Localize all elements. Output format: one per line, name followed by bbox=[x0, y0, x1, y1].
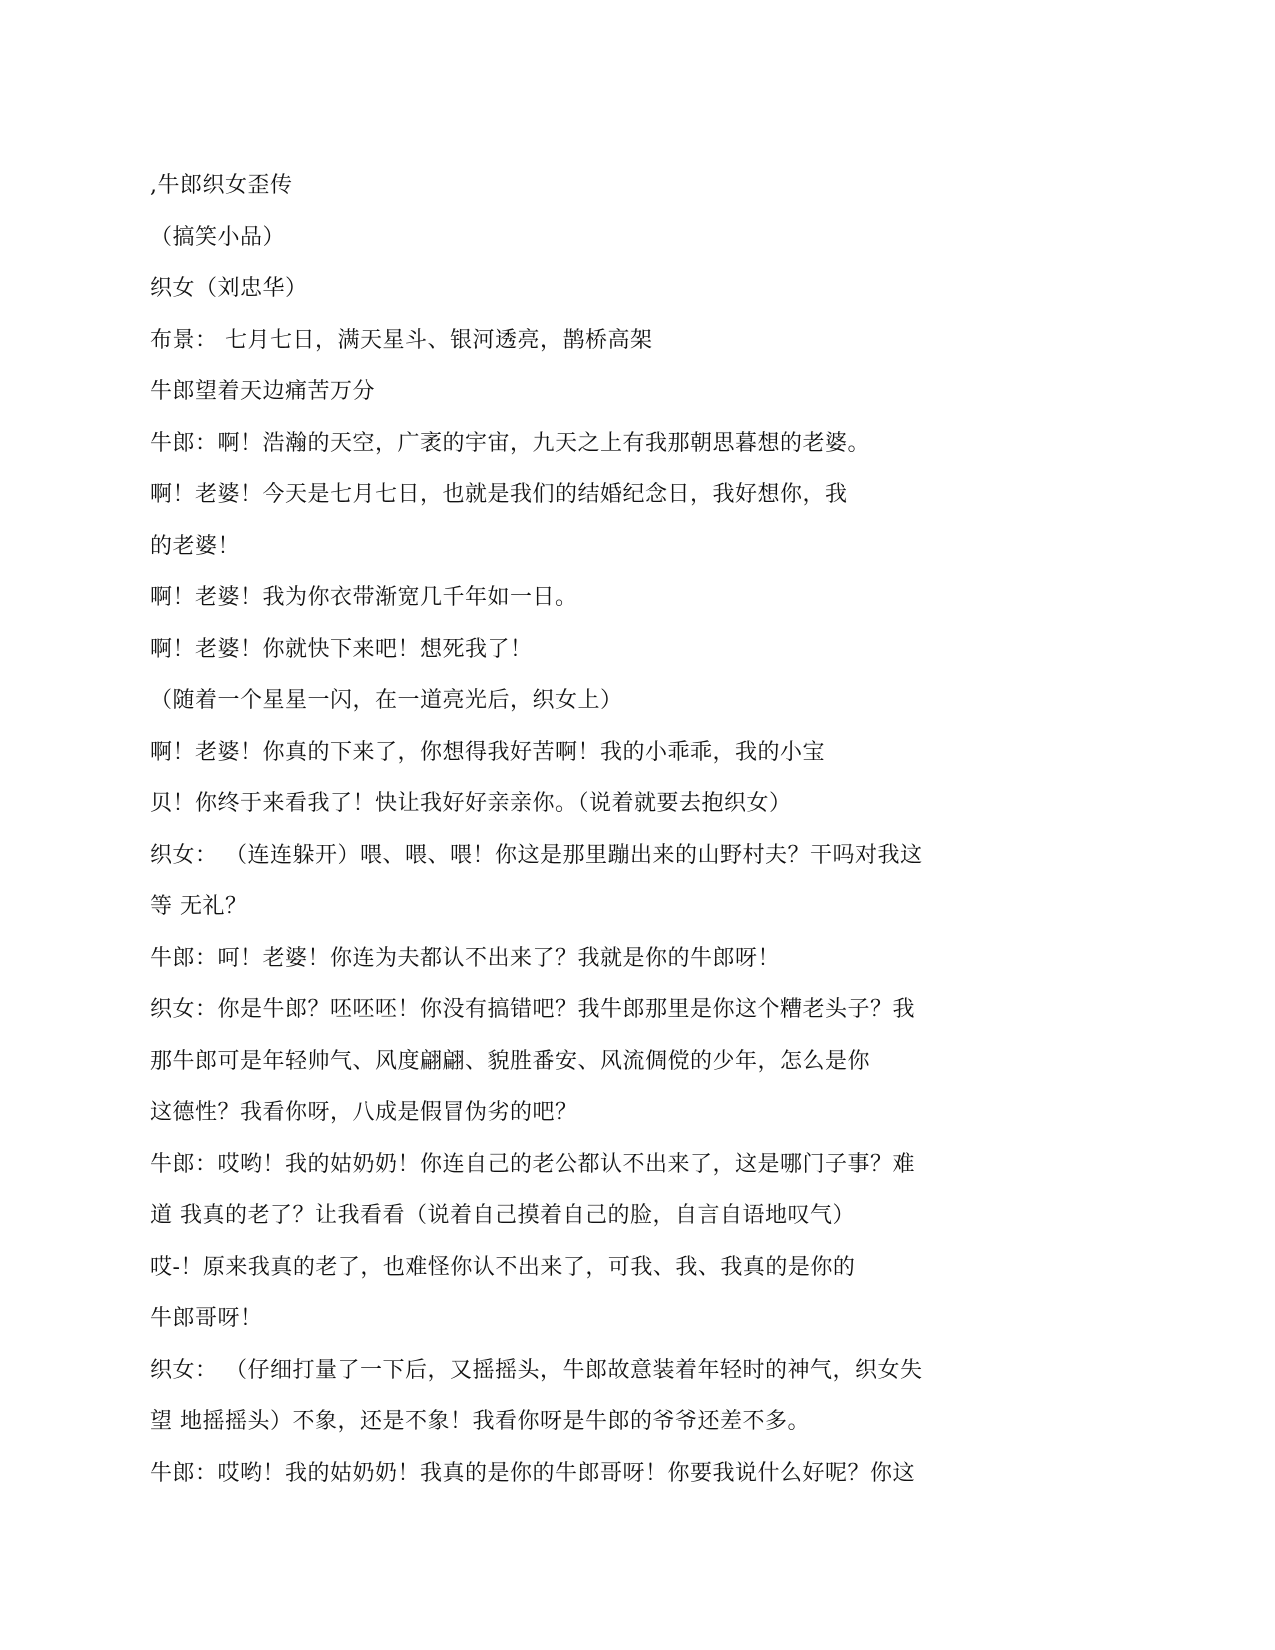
dialogue-line: 牛郎：呵！老婆！你连为夫都认不出来了？我就是你的牛郎呀！ bbox=[150, 945, 781, 971]
dialogue-line: 那牛郎可是年轻帅气、风度翩翩、貌胜番安、风流倜傥的少年，怎么是你 bbox=[150, 1048, 871, 1074]
dialogue-line: 等 无礼？ bbox=[150, 894, 248, 919]
dialogue-line: 啊！老婆！你真的下来了，你想得我好苦啊！我的小乖乖，我的小宝 bbox=[150, 739, 826, 765]
script-text bbox=[150, 160, 1010, 1499]
setting-line: 布景： 七月七日，满天星斗、银河透亮，鹊桥高架 bbox=[150, 327, 653, 353]
dialogue-line: 牛郎哥呀！ bbox=[150, 1306, 263, 1331]
dialogue-line: 织女： （仔细打量了一下后，又摇摇头，牛郎故意装着年轻时的神气，织女失 bbox=[150, 1357, 923, 1383]
dialogue-line: 织女： （连连躲开）喂、喂、喂！你这是那里蹦出来的山野村夫？干吗对我这 bbox=[150, 842, 923, 868]
dialogue-line: 贝！你终于来看我了！快让我好好亲亲你。（说着就要去抱织女） bbox=[150, 791, 792, 816]
dialogue-line: 望 地摇摇头）不象，还是不象！我看你呀是牛郎的爷爷还差不多。 bbox=[150, 1409, 810, 1434]
dialogue-line: 哎-！原来我真的老了，也难怪你认不出来了，可我、我、我真的是你的 bbox=[150, 1254, 856, 1280]
subtitle-line: （搞笑小品） bbox=[150, 224, 286, 250]
dialogue-line: 织女：你是牛郎？呸呸呸！你没有搞错吧？我牛郎那里是你这个糟老头子？我 bbox=[150, 997, 916, 1022]
dialogue-line: 的老婆！ bbox=[150, 533, 241, 559]
dialogue-line: 道 我真的老了？让我看看（说着自己摸着自己的脸，自言自语地叹气） bbox=[150, 1203, 855, 1228]
dialogue-line: 这德性？我看你呀，八成是假冒伪劣的吧？ bbox=[150, 1100, 578, 1125]
dialogue-line: 牛郎：哎哟！我的姑奶奶！你连自己的老公都认不出来了，这是哪门子事？难 bbox=[150, 1151, 916, 1177]
dialogue-line: 啊！老婆！我为你衣带渐宽几千年如一日。 bbox=[150, 585, 578, 610]
stage-direction-line: （随着一个星星一闪，在一道亮光后，织女上） bbox=[150, 688, 623, 713]
cast-line: 织女（刘忠华） bbox=[150, 276, 308, 301]
stage-direction-line: 牛郎望着天边痛苦万分 bbox=[150, 379, 376, 404]
title-line: ,牛郎织女歪传 bbox=[150, 173, 293, 198]
dialogue-line: 牛郎：哎哟！我的姑奶奶！我真的是你的牛郎哥呀！你要我说什么好呢？你这 bbox=[150, 1460, 916, 1486]
dialogue-line: 啊！老婆！今天是七月七日，也就是我们的结婚纪念日，我好想你，我 bbox=[150, 482, 848, 507]
dialogue-line: 啊！老婆！你就快下来吧！想死我了！ bbox=[150, 636, 533, 662]
dialogue-line: 牛郎：啊！浩瀚的天空，广袤的宇宙，九天之上有我那朝思暮想的老婆。 bbox=[150, 430, 871, 456]
